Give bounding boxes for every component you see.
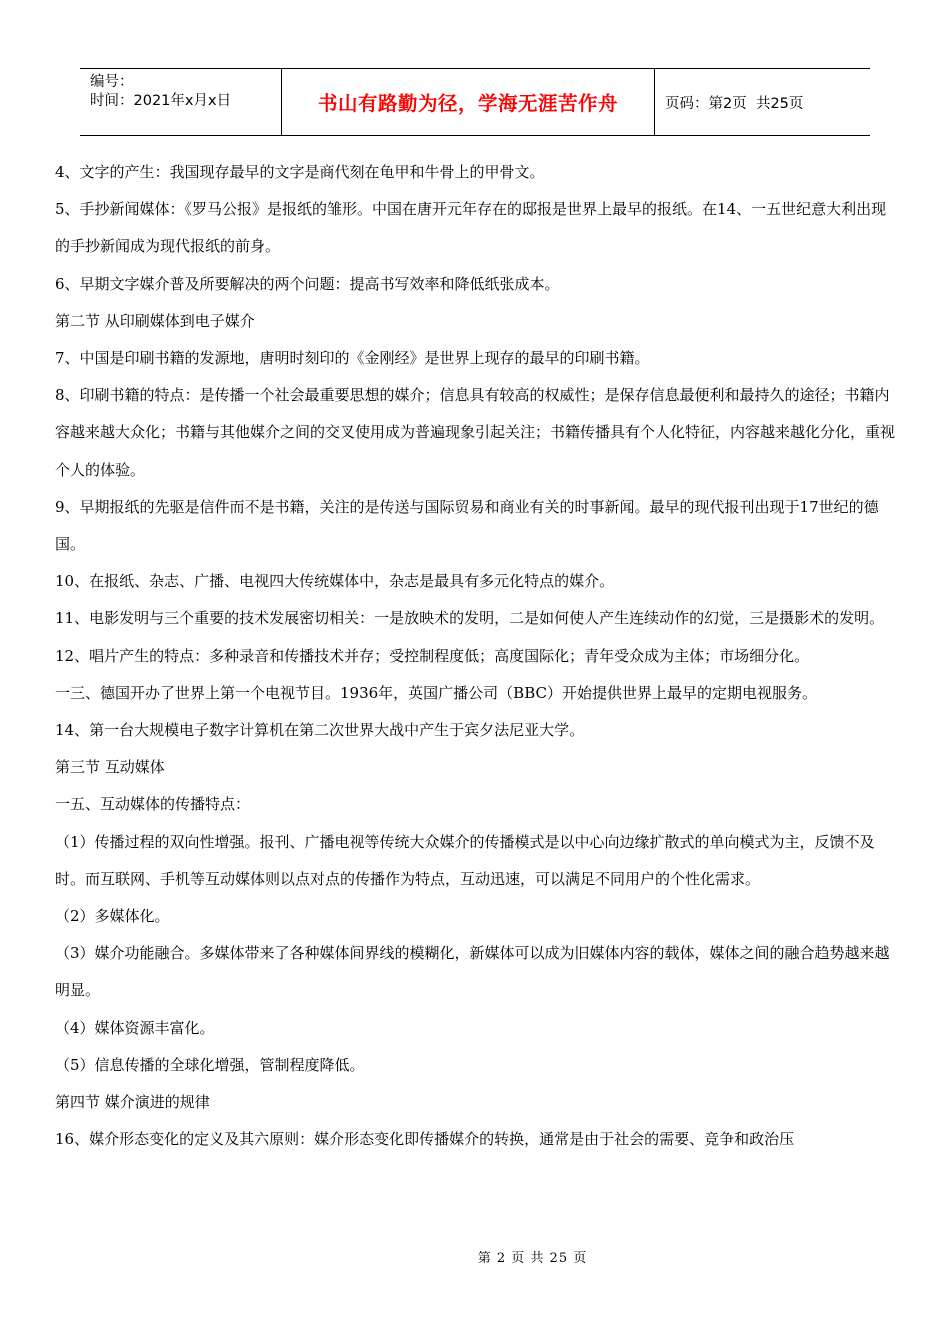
paragraph: （1）传播过程的双向性增强。报刊、广播电视等传统大众媒介的传播模式是以中心向边缘扩散式的单向模式为主，反馈不及时。而互联网、手机等互动媒体则以点对点的传播作为特点，互动迅速，可以满足不同用户的个性化需求。 <box>55 832 875 888</box>
paragraph: 5、手抄新闻媒体：《罗马公报》是报纸的雏形。中国在唐开元年存在的邸报是世界上最早的报纸。在14、一五世纪意大利出现的手抄新闻成为现代报纸的前身。 <box>55 200 887 256</box>
document-number-label: 编号： <box>90 74 134 90</box>
paragraph: 7、中国是印刷书籍的发源地，唐明时刻印的《金刚经》是世界上现存的最早的印刷书籍。 <box>55 349 650 368</box>
section-heading: 第四节 媒介演进的规律 <box>55 1093 210 1112</box>
section-heading: 第三节 互动媒体 <box>55 758 165 777</box>
page-footer: 第 2 页 共 25 页 <box>477 1251 588 1266</box>
paragraph: 一三、德国开办了世界上第一个电视节目。1936年，英国广播公司（BBC）开始提供世界上最早的定期电视服务。 <box>55 683 817 702</box>
paragraph: （3）媒介功能融合。多媒体带来了各种媒体间界线的模糊化，新媒体可以成为旧媒体内容的载体，媒体之间的融合趋势越来越明显。 <box>55 944 890 1000</box>
header-meta <box>80 69 282 135</box>
paragraph: （4）媒体资源丰富化。 <box>55 1018 215 1037</box>
paragraph: （5）信息传播的全球化增强，管制程度降低。 <box>55 1055 365 1074</box>
paragraph: 一五、互动媒体的传播特点： <box>55 795 251 814</box>
header-page-info <box>655 69 870 135</box>
paragraph: 11、电影发明与三个重要的技术发展密切相关：一是放映术的发明，二是如何使人产生连续动作的幻觉，三是摄影术的发明。 <box>55 609 885 628</box>
paragraph: 8、印刷书籍的特点：是传播一个社会最重要思想的媒介；信息具有较高的权威性；是保存信息最便利和最持久的途径；书籍内容越来越大众化；书籍与其他媒介之间的交叉使用成为普遍现象引起关注；书籍传播具有个人化特征，内容越来越化分化，重视个人的体验。 <box>55 386 896 479</box>
paragraph: 16、媒介形态变化的定义及其六原则：媒介形态变化即传播媒介的转换，通常是由于社会的需要、竞争和政治压 <box>55 1130 795 1149</box>
paragraph: （2）多媒体化。 <box>55 907 170 926</box>
paragraph: 9、早期报纸的先驱是信件而不是书籍，关注的是传送与国际贸易和商业有关的时事新闻。最早的现代报刊出现于17世纪的德国。 <box>55 497 879 554</box>
document-date-label: 时间：2021年x月x日 <box>90 93 232 109</box>
paragraph: 4、文字的产生：我国现存最早的文字是商代刻在龟甲和牛骨上的甲骨文。 <box>55 163 545 181</box>
header-page-label: 页码：第2页 共25页 <box>665 95 804 112</box>
paragraph: 14、第一台大规模电子数字计算机在第二次世界大战中产生于宾夕法尼亚大学。 <box>55 721 585 740</box>
section-heading: 第二节 从印刷媒体到电子媒介 <box>55 311 255 330</box>
paragraph: 6、早期文字媒介普及所要解决的两个问题：提高书写效率和降低纸张成本。 <box>55 274 560 293</box>
page-header <box>80 68 870 136</box>
header-motto: 书山有路勤为径，学海无涯苦作舟 <box>282 69 655 135</box>
paragraph: 12、唱片产生的特点：多种录音和传播技术并存；受控制程度低；高度国际化；青年受众成为主体；市场细分化。 <box>55 646 810 665</box>
paragraph: 10、在报纸、杂志、广播、电视四大传统媒体中，杂志是最具有多元化特点的媒介。 <box>55 572 615 591</box>
document-body <box>55 154 895 1158</box>
